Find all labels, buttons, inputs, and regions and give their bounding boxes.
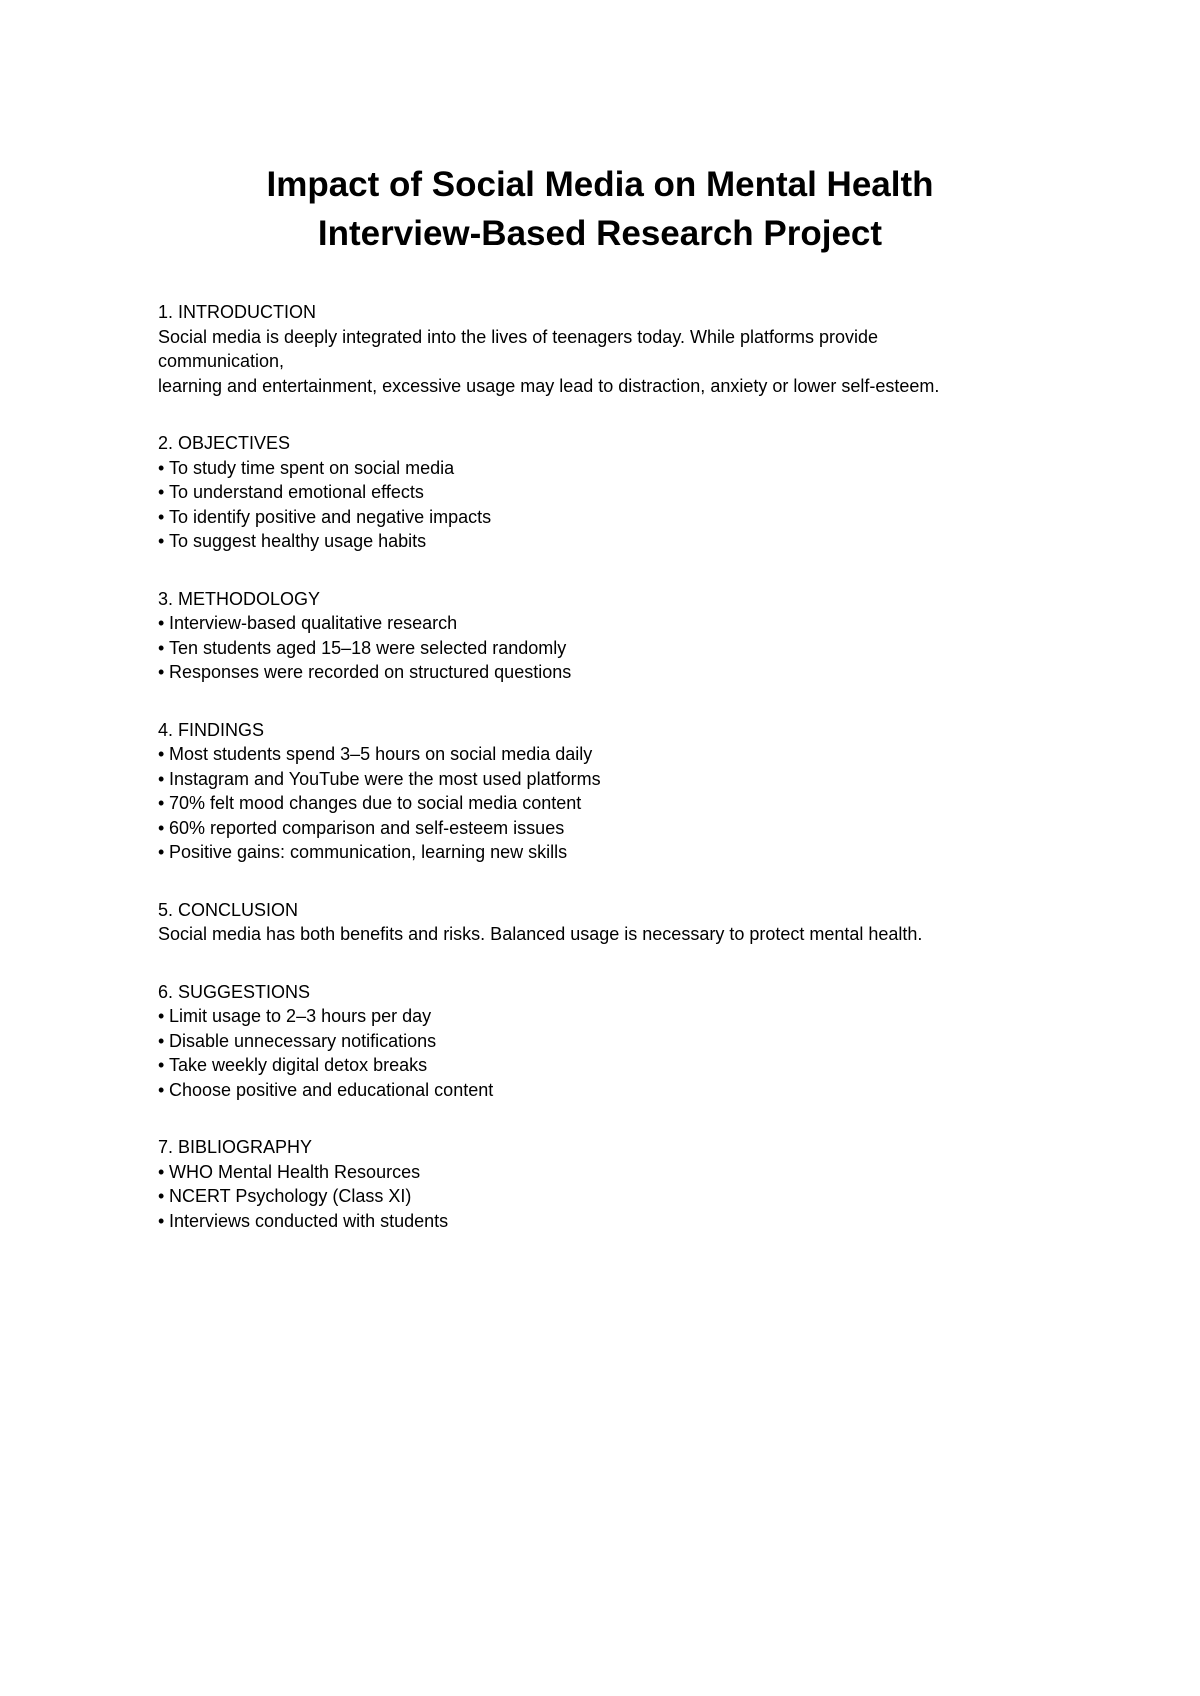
title-line-2: Interview-Based Research Project: [317, 214, 883, 253]
bullet-icon: •: [158, 1161, 165, 1182]
list-item: [158, 480, 1058, 505]
bullet-icon: •: [158, 768, 165, 789]
bullet-icon: •: [158, 793, 165, 813]
list-item-text: Interviews conducted with students: [169, 1210, 449, 1231]
section-objectives: [158, 431, 1058, 554]
list-item-text: 70% felt mood changes due to social media content: [169, 793, 582, 813]
bullet-icon: •: [158, 1055, 165, 1075]
section-bibliography: [158, 1135, 1058, 1233]
section-heading: 1. INTRODUCTION: [158, 302, 317, 322]
section-suggestions: [158, 980, 1058, 1103]
list-item-text: Disable unnecessary notifications: [169, 1030, 437, 1051]
list-item-text: Ten students aged 15–18 were selected randomly: [169, 637, 567, 658]
section-findings: [158, 718, 1058, 865]
list-item-text: Choose positive and educational content: [169, 1079, 494, 1100]
list-item: [158, 1184, 1058, 1209]
bullet-list: [158, 742, 1058, 865]
bullet-icon: •: [158, 637, 165, 658]
list-item-text: To understand emotional effects: [169, 482, 424, 502]
list-item: [158, 767, 1058, 792]
bullet-icon: •: [158, 1186, 165, 1206]
list-item: [158, 1209, 1058, 1234]
list-item: [158, 636, 1058, 661]
section-heading: 7. BIBLIOGRAPHY: [158, 1137, 313, 1157]
section-heading: 3. METHODOLOGY: [158, 588, 321, 609]
list-item: [158, 456, 1058, 481]
section-heading: 5. CONCLUSION: [158, 899, 299, 920]
title-line-1: Impact of Social Media on Mental Health: [266, 165, 934, 204]
list-item-text: Limit usage to 2–3 hours per day: [169, 1006, 432, 1026]
list-item-text: Take weekly digital detox breaks: [169, 1055, 428, 1075]
section-conclusion: [158, 898, 1058, 947]
bullet-icon: •: [158, 1210, 165, 1231]
document-title: [0, 160, 1200, 258]
section-introduction: [158, 300, 1058, 398]
list-item-text: To suggest healthy usage habits: [169, 531, 427, 551]
list-item-text: To study time spent on social media: [169, 457, 455, 478]
list-item: [158, 660, 1058, 685]
list-item: [158, 1078, 1058, 1103]
list-item-text: WHO Mental Health Resources: [169, 1161, 421, 1182]
list-item: [158, 840, 1058, 865]
bullet-icon: •: [158, 613, 165, 633]
bullet-icon: •: [158, 1006, 165, 1026]
bullet-list: [158, 1004, 1058, 1102]
document-body: [158, 300, 1058, 1266]
paragraph-line: learning and entertainment, excessive usage may lead to distraction, anxiety or lower self-esteem.: [158, 375, 940, 396]
list-item: [158, 742, 1058, 767]
list-item-text: Responses were recorded on structured questions: [169, 662, 572, 682]
list-item: [158, 816, 1058, 841]
list-item-text: 60% reported comparison and self-esteem issues: [169, 817, 565, 838]
bullet-icon: •: [158, 531, 165, 551]
list-item-text: To identify positive and negative impacts: [169, 506, 492, 527]
paragraph-line: communication,: [158, 351, 285, 371]
section-heading: 4. FINDINGS: [158, 719, 265, 740]
section-heading: 6. SUGGESTIONS: [158, 981, 311, 1002]
bullet-icon: •: [158, 842, 165, 862]
list-item-text: NCERT Psychology (Class XI): [169, 1186, 412, 1206]
bullet-icon: •: [158, 457, 165, 478]
list-item: [158, 611, 1058, 636]
list-item-text: Interview-based qualitative research: [169, 613, 458, 633]
list-item: [158, 1160, 1058, 1185]
list-item-text: Positive gains: communication, learning new skills: [169, 842, 568, 862]
bullet-icon: •: [158, 817, 165, 838]
bullet-icon: •: [158, 1079, 165, 1100]
bullet-icon: •: [158, 1030, 165, 1051]
list-item: [158, 505, 1058, 530]
list-item: [158, 1053, 1058, 1078]
section-heading: 2. OBJECTIVES: [158, 433, 291, 453]
bullet-list: [158, 1160, 1058, 1234]
list-item: [158, 1029, 1058, 1054]
bullet-icon: •: [158, 662, 165, 682]
bullet-icon: •: [158, 482, 165, 502]
list-item: [158, 791, 1058, 816]
list-item-text: Instagram and YouTube were the most used platforms: [169, 768, 601, 789]
list-item: [158, 529, 1058, 554]
bullet-list: [158, 611, 1058, 685]
bullet-icon: •: [158, 506, 165, 527]
section-methodology: [158, 587, 1058, 685]
bullet-list: [158, 456, 1058, 554]
list-item: [158, 1004, 1058, 1029]
paragraph-line: Social media is deeply integrated into the lives of teenagers today. While platforms provide: [158, 326, 879, 347]
list-item-text: Most students spend 3–5 hours on social media daily: [169, 744, 593, 764]
paragraph-line: Social media has both benefits and risks. Balanced usage is necessary to protect mental health.: [158, 924, 923, 944]
bullet-icon: •: [158, 744, 165, 764]
